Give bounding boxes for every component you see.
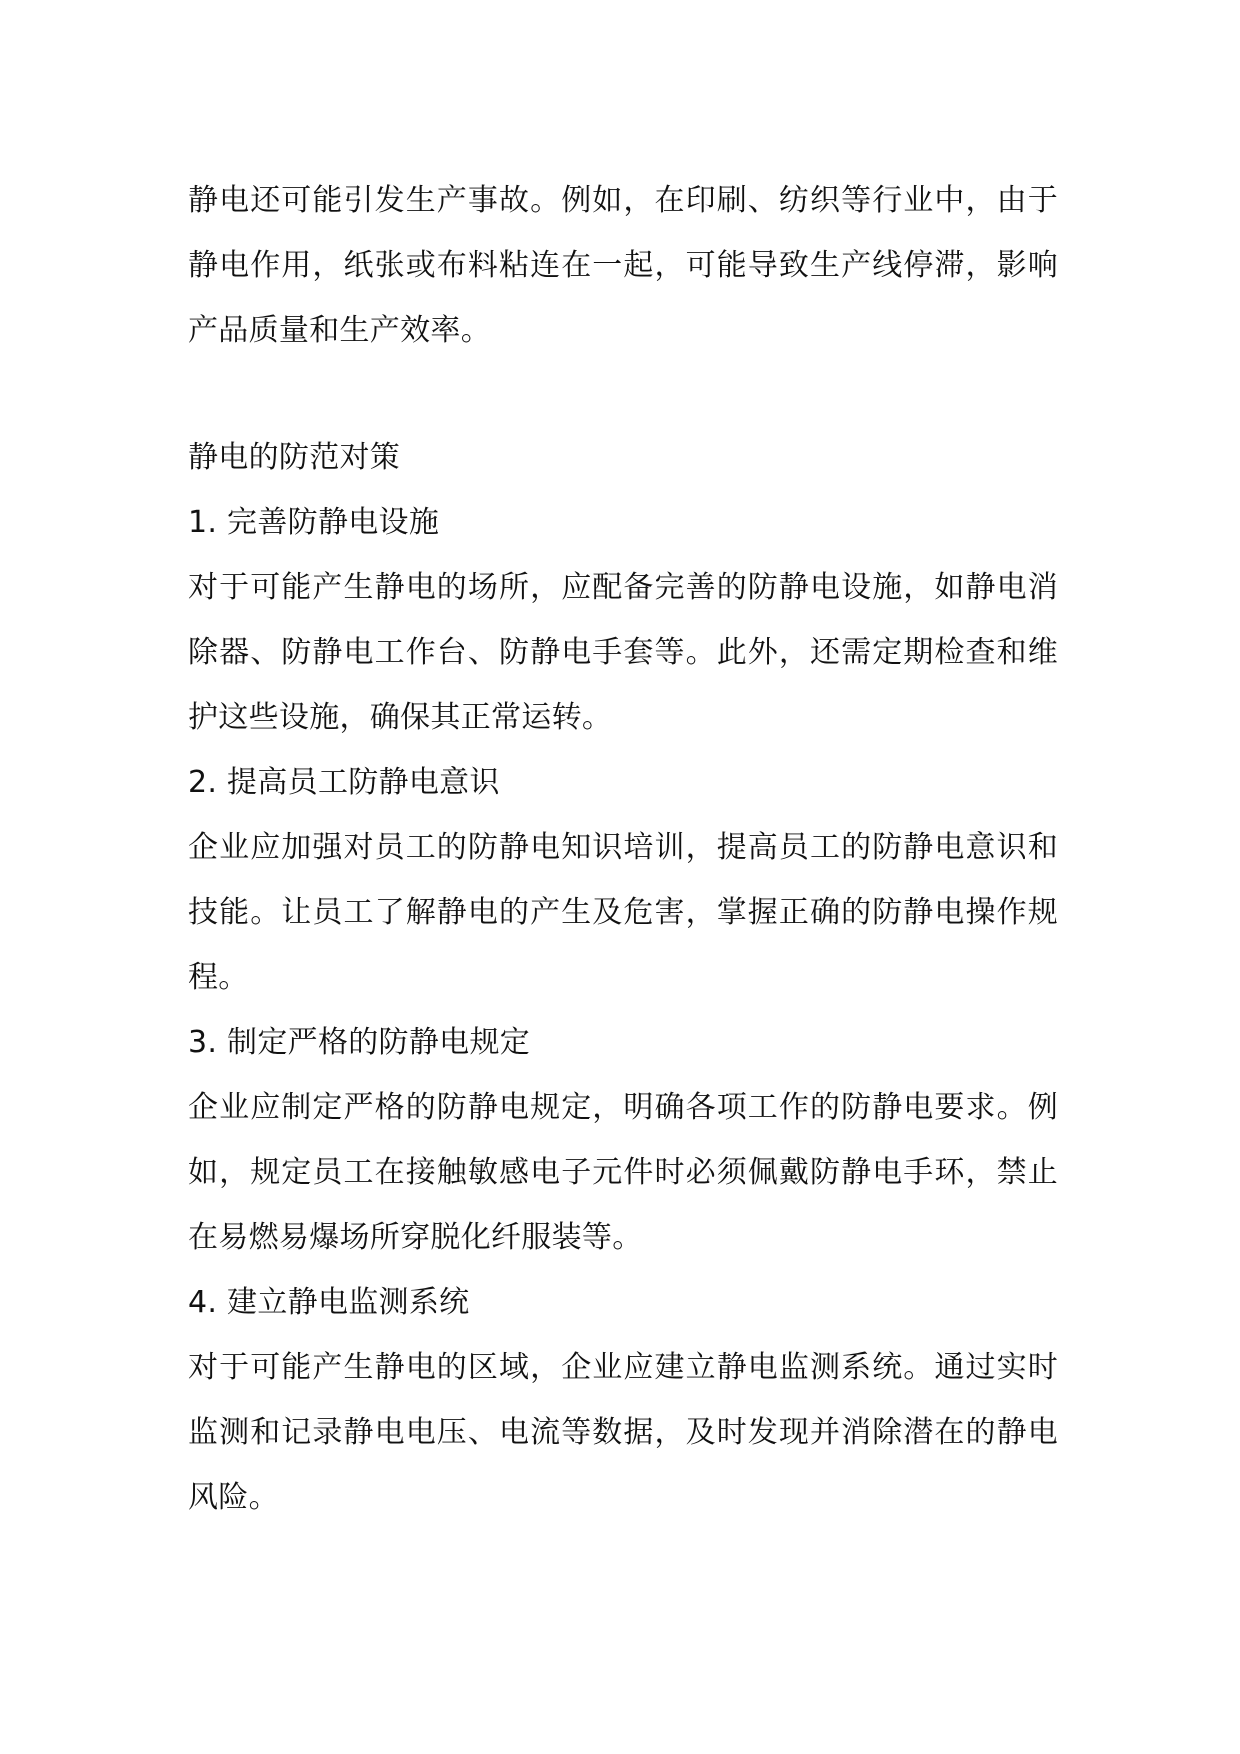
item-body-2: 企业应加强对员工的防静电知识培训，提高员工的防静电意识和技能。让员工了解静电的产生及危害，掌握正确的防静电操作规程。 (188, 830, 1058, 995)
item-title-3: 3. 制定严格的防静电规定 (188, 1025, 531, 1060)
document-body (188, 168, 1058, 1530)
item-title-2: 2. 提高员工防静电意识 (188, 765, 500, 800)
item-body-1: 对于可能产生静电的场所，应配备完善的防静电设施，如静电消除器、防静电工作台、防静电手套等。此外，还需定期检查和维护这些设施，确保其正常运转。 (188, 570, 1058, 735)
item-title-4: 4. 建立静电监测系统 (188, 1285, 470, 1320)
item-body-4: 对于可能产生静电的区域，企业应建立静电监测系统。通过实时监测和记录静电电压、电流等数据，及时发现并消除潜在的静电风险。 (188, 1350, 1058, 1515)
item-body-3: 企业应制定严格的防静电规定，明确各项工作的防静电要求。例如，规定员工在接触敏感电子元件时必须佩戴防静电手环，禁止在易燃易爆场所穿脱化纤服装等。 (188, 1090, 1058, 1255)
section-heading: 静电的防范对策 (188, 440, 401, 475)
intro-paragraph: 静电还可能引发生产事故。例如，在印刷、纺织等行业中，由于静电作用，纸张或布料粘连在一起，可能导致生产线停滞，影响产品质量和生产效率。 (188, 183, 1058, 348)
item-title-1: 1. 完善防静电设施 (188, 505, 440, 540)
section-spacer (188, 363, 1058, 425)
